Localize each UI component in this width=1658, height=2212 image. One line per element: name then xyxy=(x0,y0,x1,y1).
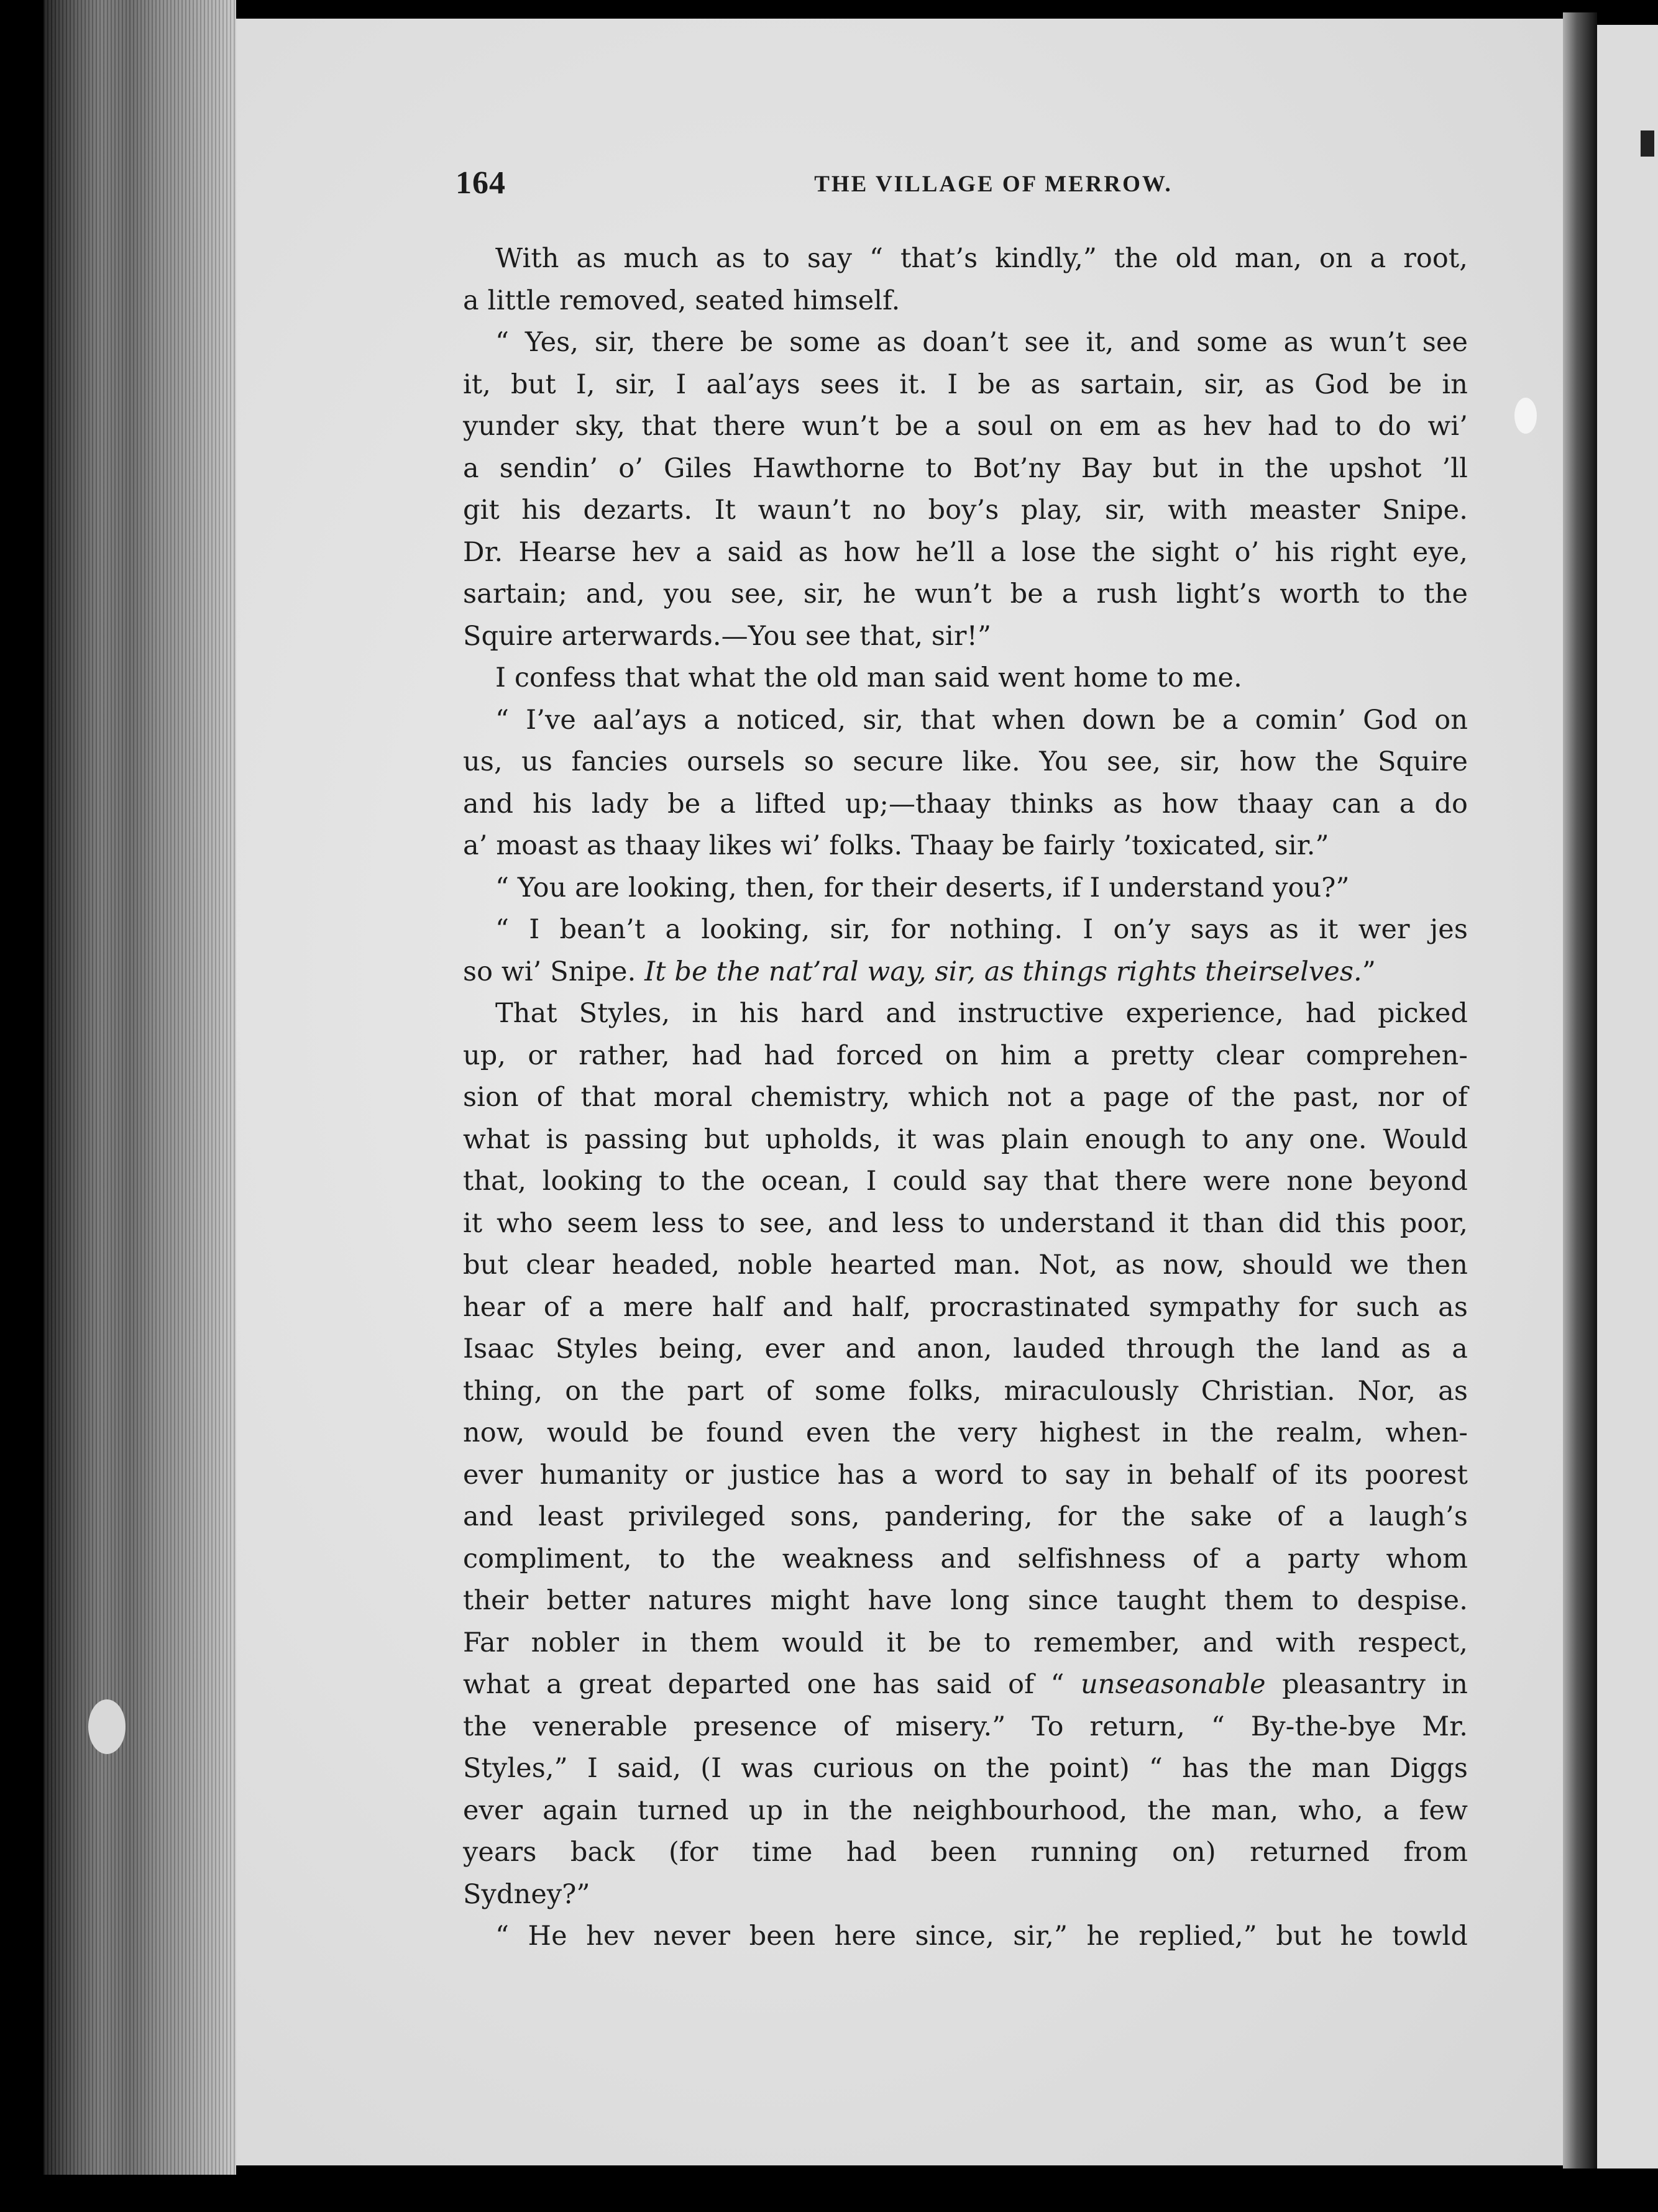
text-line: With as much as to say “ that’s kindly,” the old man, on a root, xyxy=(495,243,1468,274)
text-line: a’ moast as thaay likes wi’ folks. Thaay be fairly ’toxicated, sir.” xyxy=(463,830,1329,861)
text-line: their better natures might have long since taught them to despise. xyxy=(463,1585,1468,1616)
text-line: a little removed, seated himself. xyxy=(463,285,900,316)
text-line-tail: ” xyxy=(1362,956,1376,987)
facing-page-edge xyxy=(1597,25,1658,2169)
book-gutter xyxy=(1563,12,1597,2169)
text-line-italic: It be the nat’ral way, sir, as things rights theirselves. xyxy=(644,956,1362,987)
facing-page-glyph xyxy=(1641,130,1654,157)
paper-blot-right xyxy=(1514,398,1537,434)
text-line: Styles,” I said, (I was curious on the point) “ has the man Diggs xyxy=(463,1753,1468,1784)
text-line: That Styles, in his hard and instructive experience, had picked xyxy=(495,998,1468,1029)
text-line: but clear headed, noble hearted man. Not, as now, should we then xyxy=(463,1250,1468,1281)
text-line: thing, on the part of some folks, miraculously Christian. Nor, as xyxy=(463,1375,1468,1407)
text-line: “ You are looking, then, for their deserts, if I understand you?” xyxy=(495,872,1350,903)
text-line: “ He hev never been here since, sir,” he replied,” but he towld xyxy=(495,1921,1468,1952)
text-line: sion of that moral chemistry, which not a page of the past, nor of xyxy=(463,1082,1468,1113)
text-line: a sendin’ o’ Giles Hawthorne to Bot’ny Bay but in the upshot ’ll xyxy=(463,452,1468,484)
text-line: I confess that what the old man said went home to me. xyxy=(495,662,1242,693)
text-line-tail: pleasantry in xyxy=(1265,1669,1468,1700)
body-text xyxy=(463,238,1468,1958)
text-line: the venerable presence of misery.” To return, “ By-the-bye Mr. xyxy=(463,1711,1468,1742)
text-line: Isaac Styles being, ever and anon, lauded through the land as a xyxy=(463,1333,1468,1364)
text-line: sartain; and, you see, sir, he wun’t be a rush light’s worth to the xyxy=(463,578,1468,610)
text-line: and least privileged sons, pandering, for the sake of a laugh’s xyxy=(463,1501,1468,1532)
text-line: that, looking to the ocean, I could say that there were none beyond xyxy=(463,1166,1468,1197)
text-line: Dr. Hearse hev a said as how he’ll a lose the sight o’ his right eye, xyxy=(463,536,1468,568)
text-line: us, us fancies oursels so secure like. You see, sir, how the Squire xyxy=(463,746,1468,777)
running-head xyxy=(456,158,1468,208)
text-line: what is passing but upholds, it was plain enough to any one. Would xyxy=(463,1123,1468,1155)
text-line: up, or rather, had had forced on him a pretty clear comprehen- xyxy=(463,1040,1468,1071)
text-block xyxy=(456,158,1468,1958)
text-line: ever again turned up in the neighbourhood, the man, who, a few xyxy=(463,1794,1468,1826)
page-edges xyxy=(44,0,236,2175)
text-line: compliment, to the weakness and selfishness of a party whom xyxy=(463,1543,1468,1574)
text-line xyxy=(463,951,1468,994)
text-line: years back (for time had been running on) returned from xyxy=(463,1837,1468,1868)
text-line-italic: unseasonable xyxy=(1080,1669,1266,1700)
page-number: 164 xyxy=(456,165,506,201)
text-line-plain: so wi’ Snipe. xyxy=(463,956,645,987)
text-line-plain: what a great departed one has said of “ xyxy=(463,1669,1081,1700)
page-header: THE VILLAGE OF MERROW. xyxy=(814,171,1173,197)
text-line: Squire arterwards.—You see that, sir!” xyxy=(463,620,992,652)
paper-blot-left xyxy=(88,1699,126,1754)
text-line: yunder sky, that there wun’t be a soul on em as hev had to do wi’ xyxy=(463,411,1468,442)
text-line: git his dezarts. It waun’t no boy’s play, sir, with measter Snipe. xyxy=(463,495,1468,526)
text-line: “ Yes, sir, there be some as doan’t see it, and some as wun’t see xyxy=(495,327,1468,358)
text-line: “ I’ve aal’ays a noticed, sir, that when down be a comin’ God on xyxy=(495,704,1468,736)
text-line: ever humanity or justice has a word to say in behalf of its poorest xyxy=(463,1459,1468,1491)
text-line: it, but I, sir, I aal’ays sees it. I be as sartain, sir, as God be in xyxy=(463,368,1468,400)
text-line: now, would be found even the very highest in the realm, when- xyxy=(463,1417,1468,1448)
text-line: it who seem less to see, and less to understand it than did this poor, xyxy=(463,1207,1468,1239)
text-line: Sydney?” xyxy=(463,1878,590,1910)
text-line: and his lady be a lifted up;—thaay thinks as how thaay can a do xyxy=(463,788,1468,820)
text-line: Far nobler in them would it be to remember, and with respect, xyxy=(463,1627,1468,1658)
text-line xyxy=(463,1664,1468,1706)
text-line: “ I bean’t a looking, sir, for nothing. I on’y says as it wer jes xyxy=(495,914,1468,945)
text-line: hear of a mere half and half, procrastinated sympathy for such as xyxy=(463,1291,1468,1323)
